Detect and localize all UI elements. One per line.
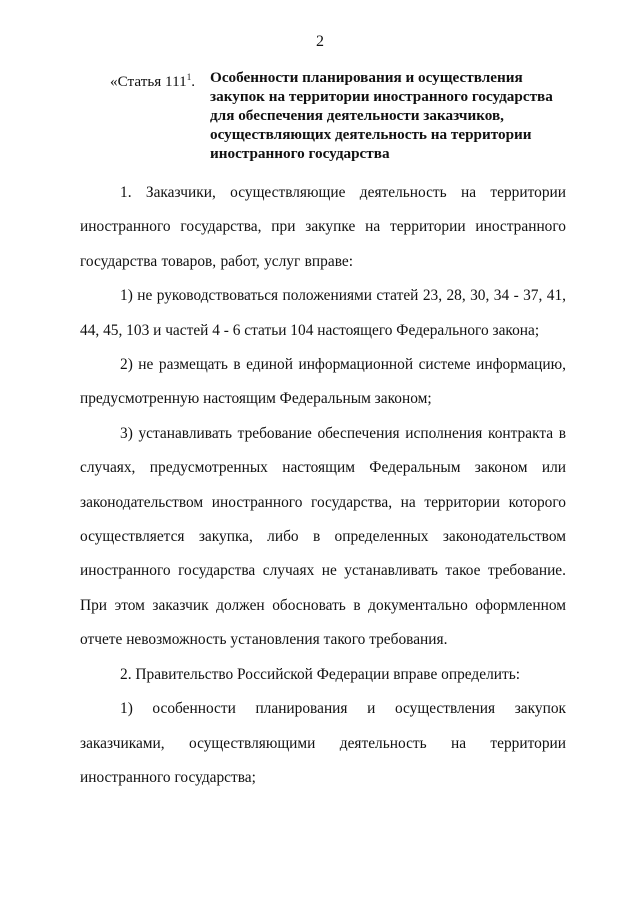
article-heading xyxy=(110,68,570,163)
article-number-superscript: 1 xyxy=(186,72,192,82)
article-title: Особенности планирования и осуществления закупок на территории иностранного государства для обеспечения деятельности заказчиков, осуществляющих деятельность на территории иностранного государства xyxy=(210,69,553,162)
paragraph-part-1-item-2: 2) не размещать в единой информационной системе информацию, предусмотренную настоящим Федеральным законом; xyxy=(80,356,566,408)
paragraph-part-1: 1. Заказчики, осуществляющие деятельность на территории иностранного государства, при закупке на территории иностранного государства товаров, работ, услуг вправе: xyxy=(80,184,566,270)
paragraph-part-2: 2. Правительство Российской Федерации вправе определить: xyxy=(120,665,521,683)
article-prefix-text: «Статья 111 xyxy=(110,73,187,90)
article-number xyxy=(110,68,195,91)
paragraph-part-1-item-3: 3) устанавливать требование обеспечения исполнения контракта в случаях, предусмотренных настоящим Федеральным законом или законодательством иностранного государства, на территории которого осуществляется закупка, либо в определенных законодательством иностранного государства случаях не устанавливать такое требование. При этом заказчик должен обосновать в документально оформленном отчете невозможность установления такого требования. xyxy=(80,424,566,649)
paragraph-part-2-item-1: 1) особенности планирования и осуществления закупок заказчиками, осуществляющими деятельность на территории иностранного государства; xyxy=(80,700,566,786)
article-prefix-dot: . xyxy=(191,73,195,90)
article-body xyxy=(80,176,566,795)
paragraph-part-1-item-1: 1) не руководствоваться положениями статей 23, 28, 30, 34 - 37, 41, 44, 45, 103 и частей 4 - 6 статьи 104 настоящего Федерального закона; xyxy=(80,287,566,339)
page-number: 2 xyxy=(316,33,324,50)
